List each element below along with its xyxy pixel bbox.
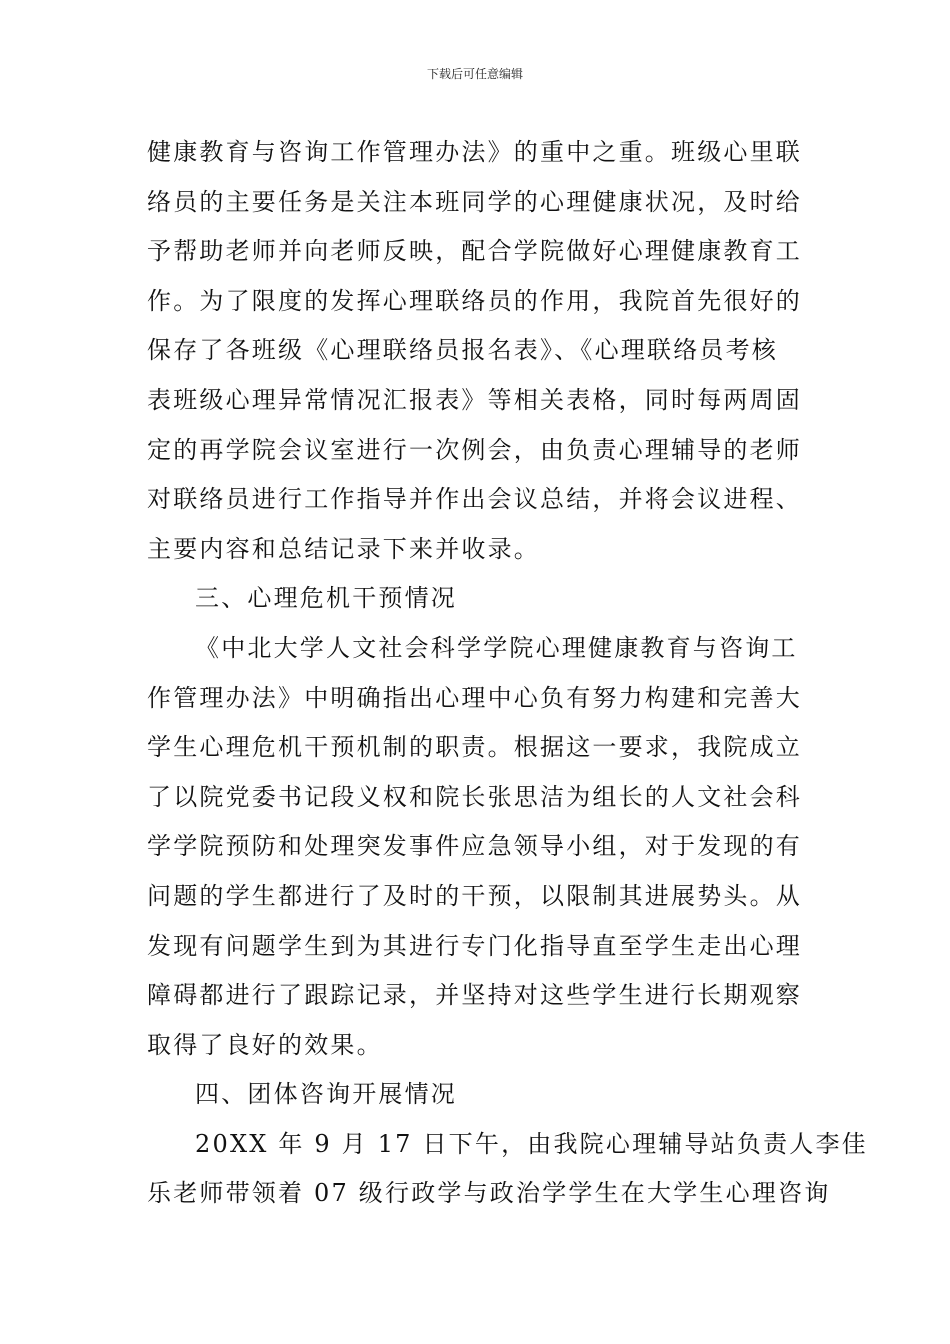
text-line: 问题的学生都进行了及时的干预，以限制其进展势头。从 bbox=[147, 881, 802, 910]
page-header-note: 下载后可任意编辑 bbox=[426, 67, 523, 81]
text-line: 取得了良好的效果。 bbox=[147, 1030, 383, 1059]
text-line: 发现有问题学生到为其进行专门化指导直至学生走出心理 bbox=[147, 931, 802, 960]
text-line: 主要内容和总结记录下来并收录。 bbox=[147, 534, 540, 563]
text-line: 学学院预防和处理突发事件应急领导小组，对于发现的有 bbox=[147, 832, 802, 861]
text-line: 对联络员进行工作指导并作出会议总结，并将会议进程、 bbox=[147, 485, 802, 514]
text-line: 作管理办法》中明确指出心理中心负有努力构建和完善大 bbox=[147, 683, 802, 712]
text-line: 障碍都进行了跟踪记录，并坚持对这些学生进行长期观察 bbox=[147, 981, 802, 1010]
text-line: 《中北大学人文社会科学学院心理健康教育与咨询工 bbox=[195, 633, 798, 662]
text-line: 了以院党委书记段义权和院长张思洁为组长的人文社会科 bbox=[147, 782, 802, 811]
document-body bbox=[147, 128, 868, 1219]
section-heading: 四、团体咨询开展情况 bbox=[195, 1080, 457, 1109]
text-line: 乐老师带领着 07 级行政学与政治学学生在大学生心理咨询 bbox=[147, 1179, 831, 1208]
text-line: 学生心理危机干预机制的职责。根据这一要求，我院成立 bbox=[147, 733, 802, 762]
text-line: 定的再学院会议室进行一次例会，由负责心理辅导的老师 bbox=[147, 435, 802, 464]
text-line: 20XX 年 9 月 17 日下午，由我院心理辅导站负责人李佳 bbox=[195, 1129, 868, 1158]
section-heading: 三、心理危机干预情况 bbox=[195, 584, 457, 613]
text-line: 络员的主要任务是关注本班同学的心理健康状况，及时给 bbox=[147, 187, 802, 216]
text-line: 健康教育与咨询工作管理办法》的重中之重。班级心里联 bbox=[147, 138, 802, 166]
text-line: 作。为了限度的发挥心理联络员的作用，我院首先很好的 bbox=[147, 286, 802, 315]
text-line: 表班级心理异常情况汇报表》等相关表格，同时每两周固 bbox=[147, 385, 802, 414]
text-line: 保存了各班级《心理联络员报名表》、《心理联络员考核 bbox=[147, 336, 778, 365]
text-line: 予帮助老师并向老师反映，配合学院做好心理健康教育工 bbox=[147, 237, 802, 266]
